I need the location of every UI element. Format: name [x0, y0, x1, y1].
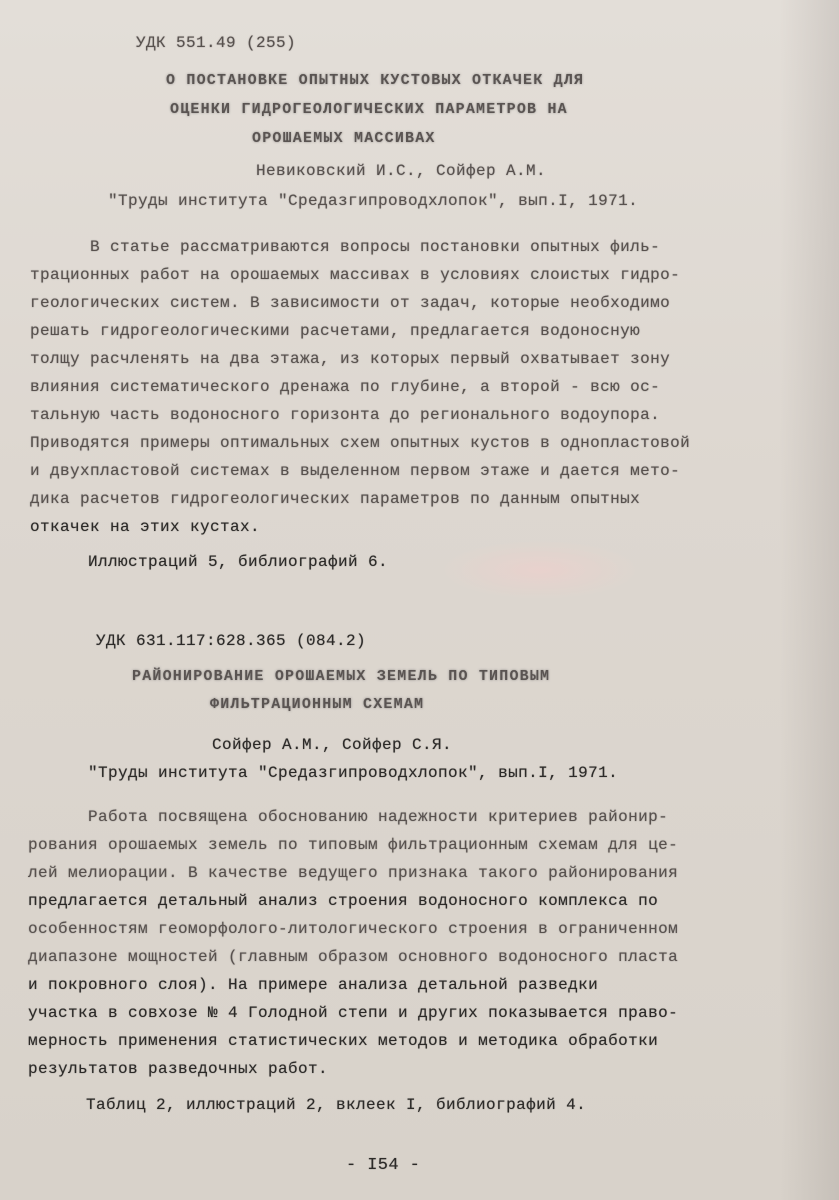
entry2-abstract-line-7: и покровного слоя). На примере анализа детальной разведки: [28, 976, 599, 994]
entry2-abstract-line-3: лей мелиорации. В качестве ведущего признака такого районирования: [28, 864, 679, 882]
paper-stain: [440, 540, 640, 600]
entry2-abstract-line-8: участка в совхозе № 4 Голодной степи и других показывается право-: [28, 1004, 679, 1022]
entry1-authors: Невиковский И.С., Сойфер А.М.: [256, 162, 547, 180]
entry1-abstract-line-2: трационных работ на орошаемых массивах в условиях слоистых гидро-: [30, 266, 681, 284]
entry2-abstract-line-6: диапазоне мощностей (главным образом основного водоносного пласта: [28, 948, 679, 966]
entry2-abstract-line-4: предлагается детальный анализ строения водоносного комплекса по: [28, 892, 659, 910]
entry1-abstract-line-10: дика расчетов гидрогеологических параметров по данным опытных: [30, 490, 641, 508]
page-number: - I54 -: [346, 1156, 421, 1175]
page-edge-shadow: [779, 0, 839, 1200]
entry1-title-line-2: ОЦЕНКИ ГИДРОГЕОЛОГИЧЕСКИХ ПАРАМЕТРОВ НА: [170, 101, 568, 118]
entry1-source: "Труды института "Средазгипроводхлопок", вып.I, 1971.: [108, 192, 639, 210]
entry1-abstract-line-1: В статье рассматриваются вопросы постановки опытных филь-: [90, 238, 661, 256]
entry2-authors: Сойфер А.М., Сойфер С.Я.: [212, 736, 453, 754]
entry2-title-line-2: ФИЛЬТРАЦИОННЫМ СХЕМАМ: [210, 696, 425, 713]
entry1-title-line-3: ОРОШАЕМЫХ МАССИВАХ: [252, 130, 436, 147]
entry2-abstract-line-5: особенностям геоморфолого-литологического строения в ограниченном: [28, 920, 679, 938]
entry1-abstract-line-4: решать гидрогеологическими расчетами, предлагается водоносную: [30, 322, 641, 340]
entry1-abstract-line-3: геологических систем. В зависимости от задач, которые необходимо: [30, 294, 671, 312]
entry2-abstract-line-10: результатов разведочных работ.: [28, 1060, 329, 1078]
entry2-udc: УДК 631.117:628.365 (084.2): [96, 632, 367, 650]
entry1-title-line-1: О ПОСТАНОВКЕ ОПЫТНЫХ КУСТОВЫХ ОТКАЧЕК ДЛЯ: [166, 72, 585, 89]
entry1-abstract-line-9: и двухпластовой системах в выделенном первом этаже и дается мето-: [30, 462, 681, 480]
entry2-source: "Труды института "Средазгипроводхлопок", вып.I, 1971.: [88, 764, 619, 782]
entry2-abstract-line-2: рования орошаемых земель по типовым фильтрационным схемам для це-: [28, 836, 679, 854]
entry1-abstract-line-7: тальную часть водоносного горизонта до регионального водоупора.: [30, 406, 661, 424]
entry1-abstract-line-11: откачек на этих кустах.: [30, 518, 261, 536]
entry2-abstract-line-1: Работа посвящена обоснованию надежности критериев районир-: [88, 808, 669, 826]
entry2-footer: Таблиц 2, иллюстраций 2, вклеек I, библиографий 4.: [86, 1096, 587, 1114]
entry1-udc: УДК 551.49 (255): [136, 34, 297, 52]
entry1-abstract-line-8: Приводятся примеры оптимальных схем опытных кустов в однопластовой: [30, 434, 691, 452]
entry1-abstract-line-6: влияния систематического дренажа по глубине, а второй - всю ос-: [30, 378, 661, 396]
entry1-footer: Иллюстраций 5, библиографий 6.: [88, 553, 389, 571]
entry2-abstract-line-9: мерность применения статистических методов и методика обработки: [28, 1032, 659, 1050]
entry2-title-line-1: РАЙОНИРОВАНИЕ ОРОШАЕМЫХ ЗЕМЕЛЬ ПО ТИПОВЫМ: [132, 668, 551, 685]
entry1-abstract-line-5: толщу расчленять на два этажа, из которых первый охватывает зону: [30, 350, 671, 368]
